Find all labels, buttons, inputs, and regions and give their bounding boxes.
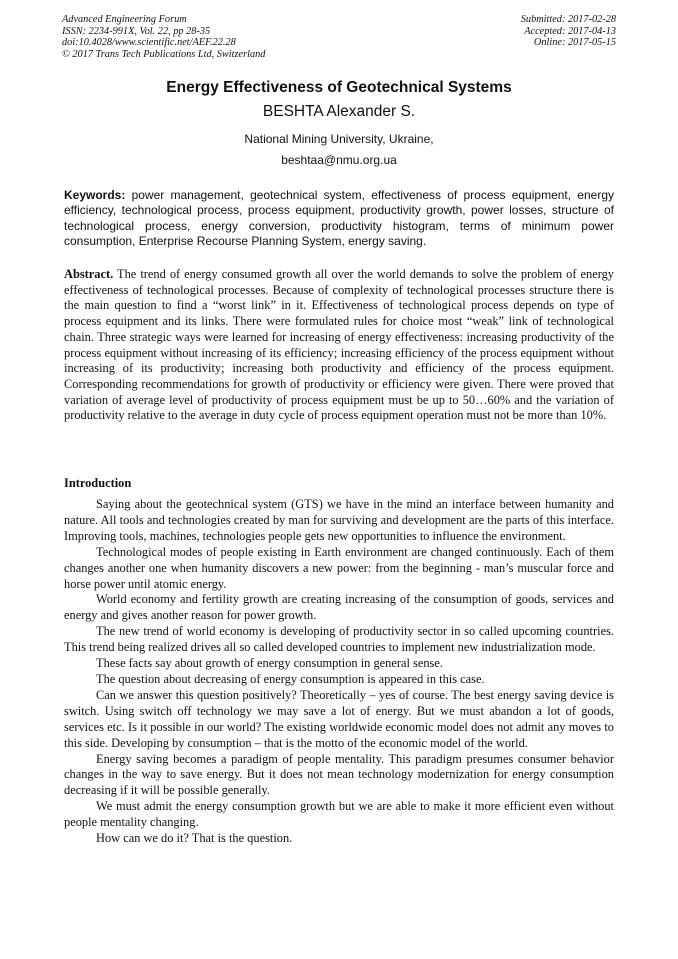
journal-info [62, 14, 265, 60]
keywords-section [64, 188, 614, 250]
paragraph: Energy saving becomes a paradigm of people mentality. This paradigm presumes consumer behavior changes in the way to save energy. But it does not mean technology modernization for energy consumption decreasing if it will be possible generally. [64, 751, 614, 798]
doi: doi:10.4028/www.scientific.net/AEF.22.28 [62, 37, 236, 48]
paragraph: How can we do it? That is the question. [96, 831, 293, 846]
abstract-section [64, 267, 614, 424]
paragraph: Saying about the geotechnical system (GTS) we have in the mind an interface between humanity and nature. All tools and technologies created by man for surviving and development are the parts of this interface. Improving tools, machines, technologies people gets new opportunities to influence the environment. [64, 497, 614, 543]
author-email: beshtaa@nmu.org.ua [281, 153, 397, 167]
paragraph: The question about decreasing of energy consumption is appeared in this case. [96, 671, 485, 686]
introduction-body [64, 497, 614, 847]
affiliation: National Mining University, Ukraine, [244, 132, 434, 146]
paragraph: Can we answer this question positively? Theoretically – yes of course. The best energy saving device is switch. Using switch off technology we may save a lot of energy. But we must abandon a lot of goods, services etc. Is it possible in our world? The existing worldwide economic model does not admit any moves to this side. Developing by consumption – that is the motto of the economic model of the world. [64, 687, 614, 750]
paper-title: Energy Effectiveness of Geotechnical Systems [166, 79, 512, 96]
paragraph: World economy and fertility growth are creating increasing of the consumption of goods, services and energy and gives another reason for power growth. [64, 592, 614, 623]
author-name: BESHTA Alexander S. [262, 103, 416, 120]
introduction-heading: Introduction [64, 476, 132, 490]
paragraph: The new trend of world economy is developing of productivity sector in so called upcoming countries. This trend being realized drives all so called developed countries to implement new industrialization mode. [64, 624, 614, 655]
publication-dates [521, 14, 616, 49]
issn-volume: ISSN: 2234-991X, Vol. 22, pp 28-35 [62, 25, 211, 37]
abstract-text: The trend of energy consumed growth all over the world demands to solve the problem of energy effectiveness of technological processes. Because of complexity of technological processes structure there is the main question to find a “worst link” in it. Effectiveness of technological process depends on type of process equipment and its links. There were formulated rules for choice most “weak” link of technological chain. Three strategic ways were learned for increasing of energy effectiveness: increasing productivity of the process equipment without increasing of its efficiency; increasing efficiency of the process equipment without increasing of its productivity; increasing both productivity and efficiency of the process equipment. Corresponding recommendations for growth of productivity or efficiency were given. There were proved that variation of average level of productivity of process equipment must be up to 50…60% and the variation of productivity relative to the average in duty cycle of process equipment operation must not be more than 10%. [64, 267, 614, 423]
keywords-text: power management, geotechnical system, effectiveness of process equipment, energy efficiency, technological process, process equipment, productivity growth, power losses, structure of technological process, energy conversion, productivity histogram, terms of minimum power consumption, Enterprise Recourse Planning System, energy saving. [64, 188, 614, 249]
online-date: Online: 2017-05-15 [533, 37, 616, 48]
paragraph: We must admit the energy consumption growth but we are able to make it more efficient even without people mentality changing. [64, 799, 614, 830]
submitted-date: Submitted: 2017-02-28 [520, 14, 616, 25]
accepted-date: Accepted: 2017-04-13 [524, 25, 616, 37]
journal-name: Advanced Engineering Forum [62, 14, 187, 25]
copyright: © 2017 Trans Tech Publications Ltd, Switzerland [62, 48, 266, 60]
paragraph: Technological modes of people existing in Earth environment are changed continuously. Each of them changes another one when humanity discovers a new power: from the beginning - man’s muscular force and horse power until atomic energy. [64, 544, 614, 591]
keywords-label: Keywords: [64, 188, 126, 202]
abstract-label: Abstract. [64, 267, 114, 281]
paragraph: These facts say about growth of energy consumption in general sense. [96, 656, 443, 671]
